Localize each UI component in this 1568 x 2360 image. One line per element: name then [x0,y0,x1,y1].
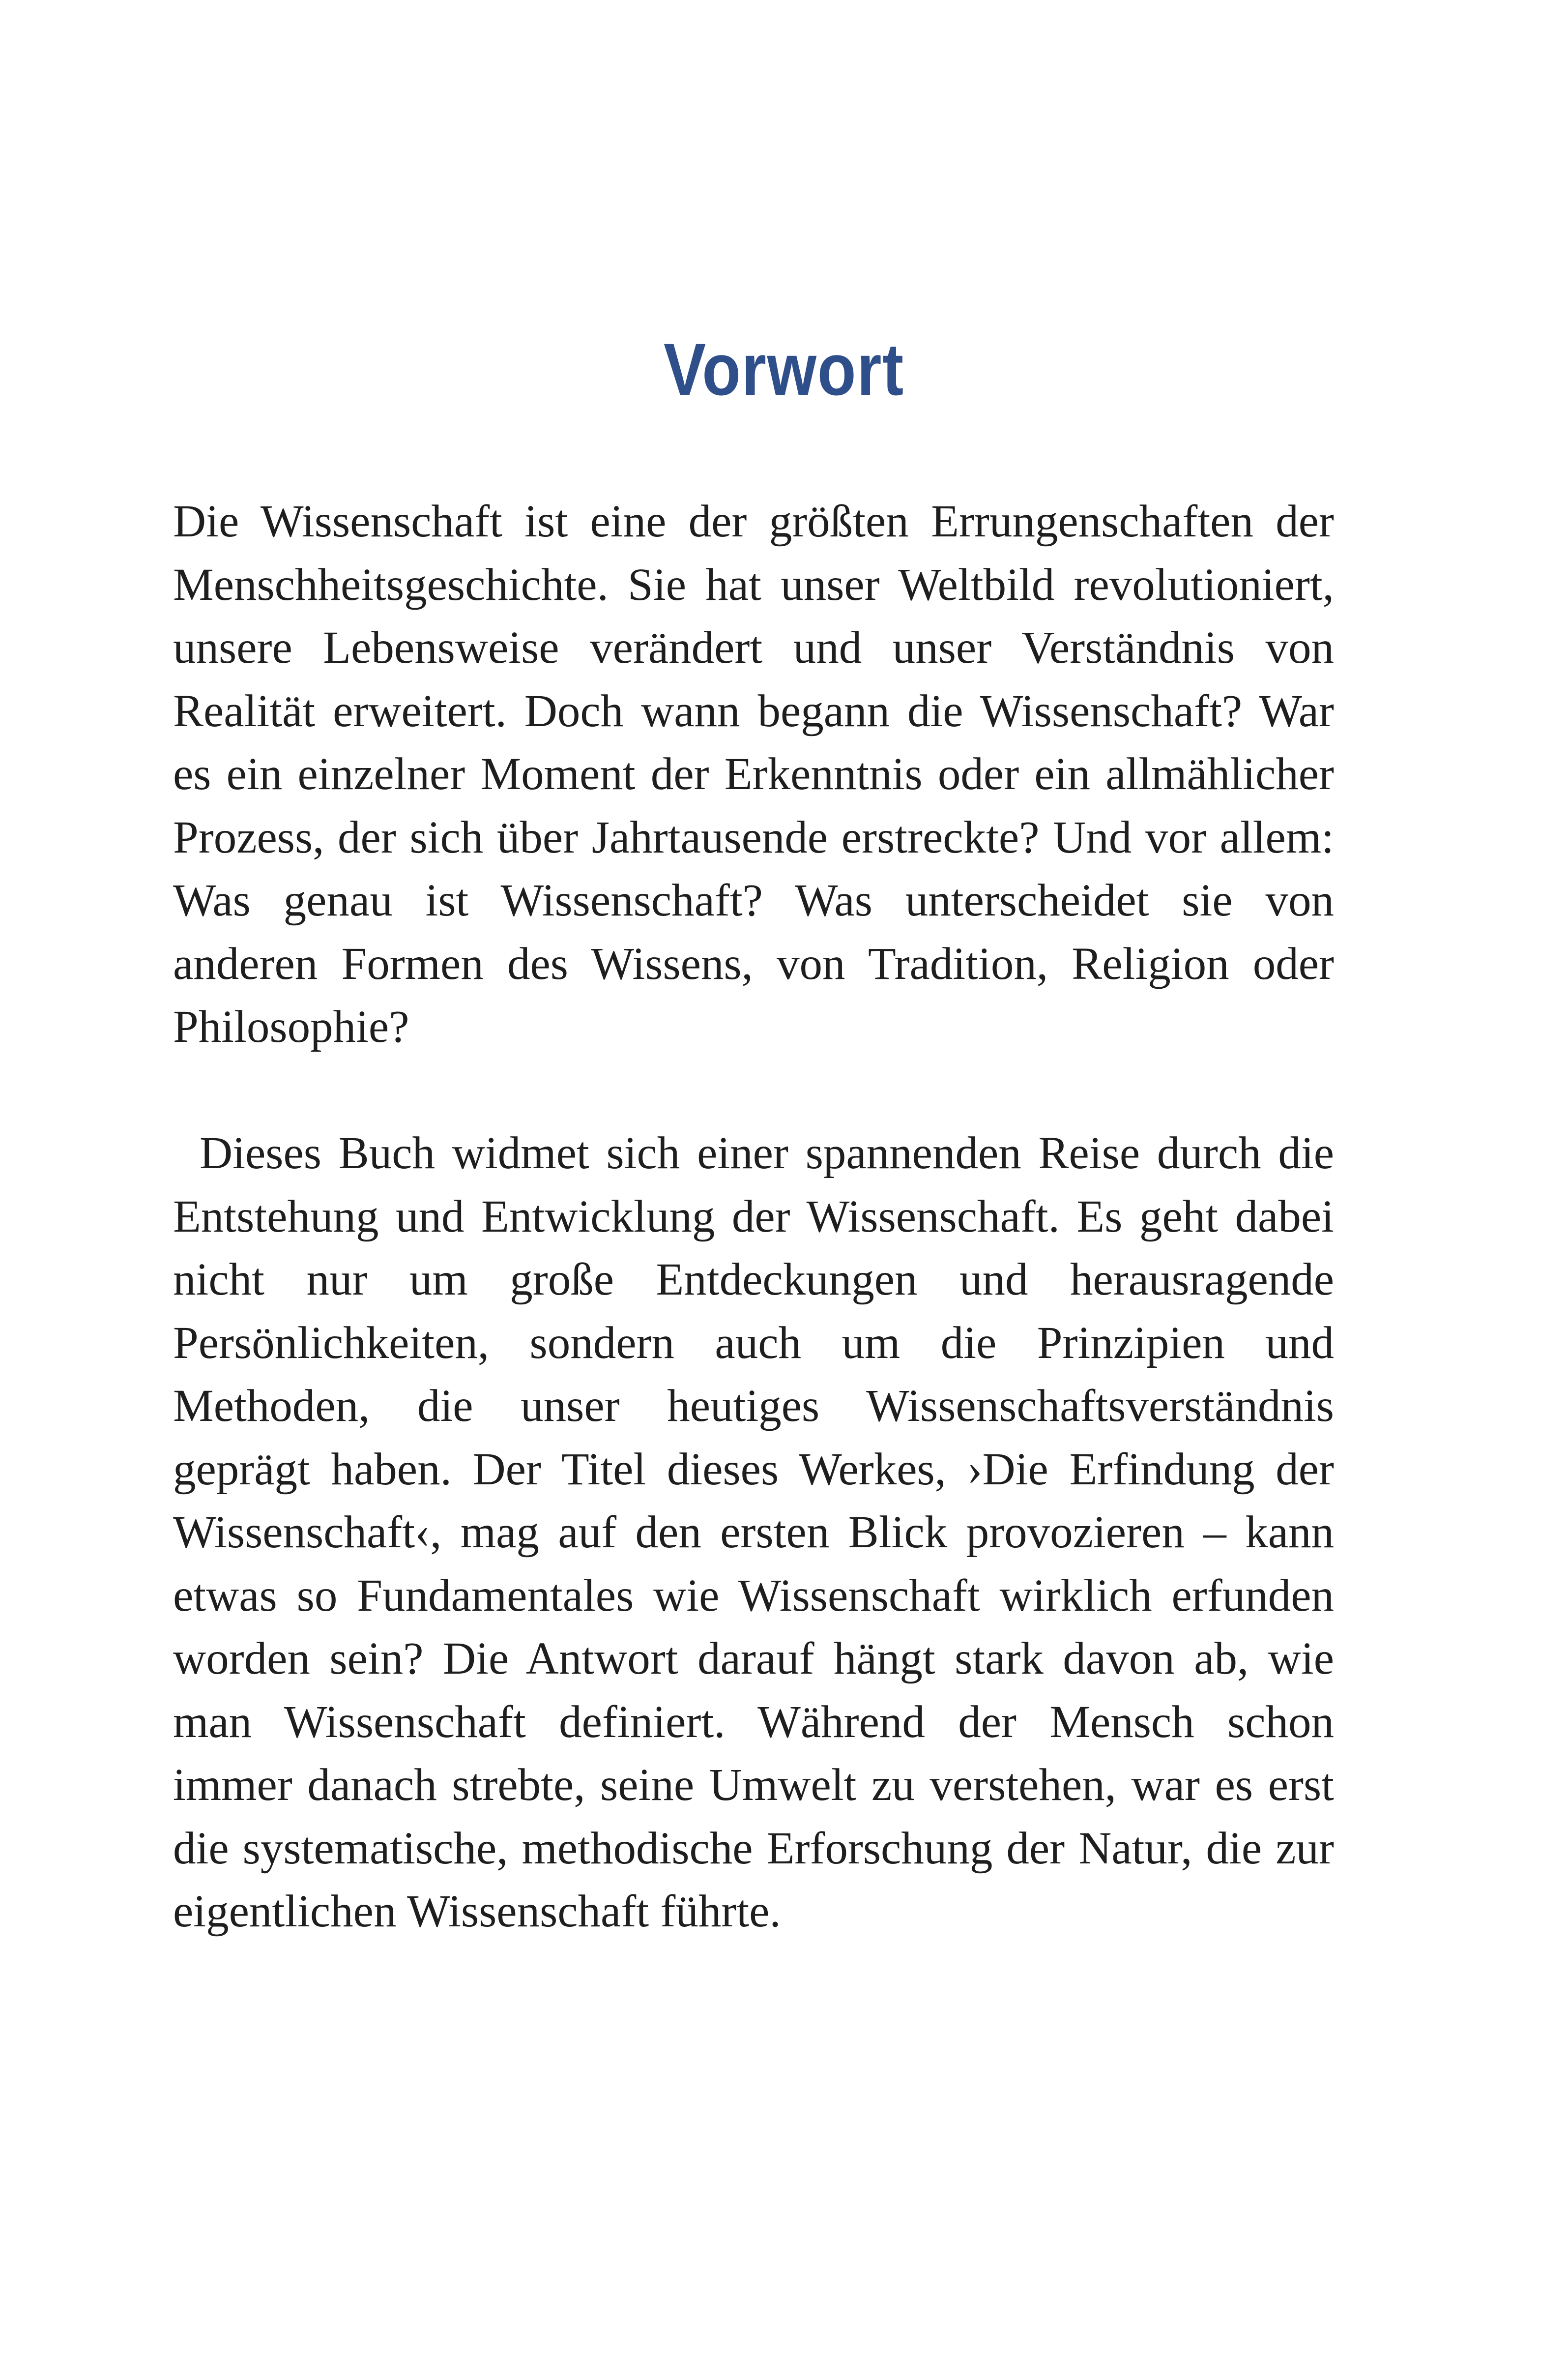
paragraph-2: Dieses Buch widmet sich einer spannenden Reise durch die Entstehung und Entwicklung der Wissenschaft. Es geht dabei nicht nur um große Entdeckungen und herausragende Persönlichkeiten, sondern auch um die Prinzipien und Methoden, die unser heutiges Wissenschaftsverständnis geprägt haben. Der Titel dieses Werkes, ›Die Erfindung der Wissenschaft‹, mag auf den ersten Blick provozieren – kann etwas so Fundamentales wie Wissenschaft wirklich erfunden worden sein? Die Antwort darauf hängt stark davon ab, wie man Wissenschaft definiert. Während der Mensch schon immer danach strebte, seine Umwelt zu verstehen, war es erst die systematische, methodische Erforschung der Natur, die zur eigentlichen Wissenschaft führte. [173,1128,1334,1937]
paragraph-1: Die Wissenschaft ist eine der größten Errungenschaften der Menschheitsgeschichte. Sie hat unser Weltbild revolutioniert, unsere Lebensweise verändert und unser Verständnis von Realität erweitert. Doch wann begann die Wissenschaft? War es ein einzelner Moment der Erkenntnis oder ein allmählicher Prozess, der sich über Jahrtausende erstreckte? Und vor allem: Was genau ist Wissenschaft? Was unterscheidet sie von anderen Formen des Wissens, von Tradition, Religion oder Philosophie? [173,496,1334,1052]
chapter-title: Vorwort [664,327,904,411]
